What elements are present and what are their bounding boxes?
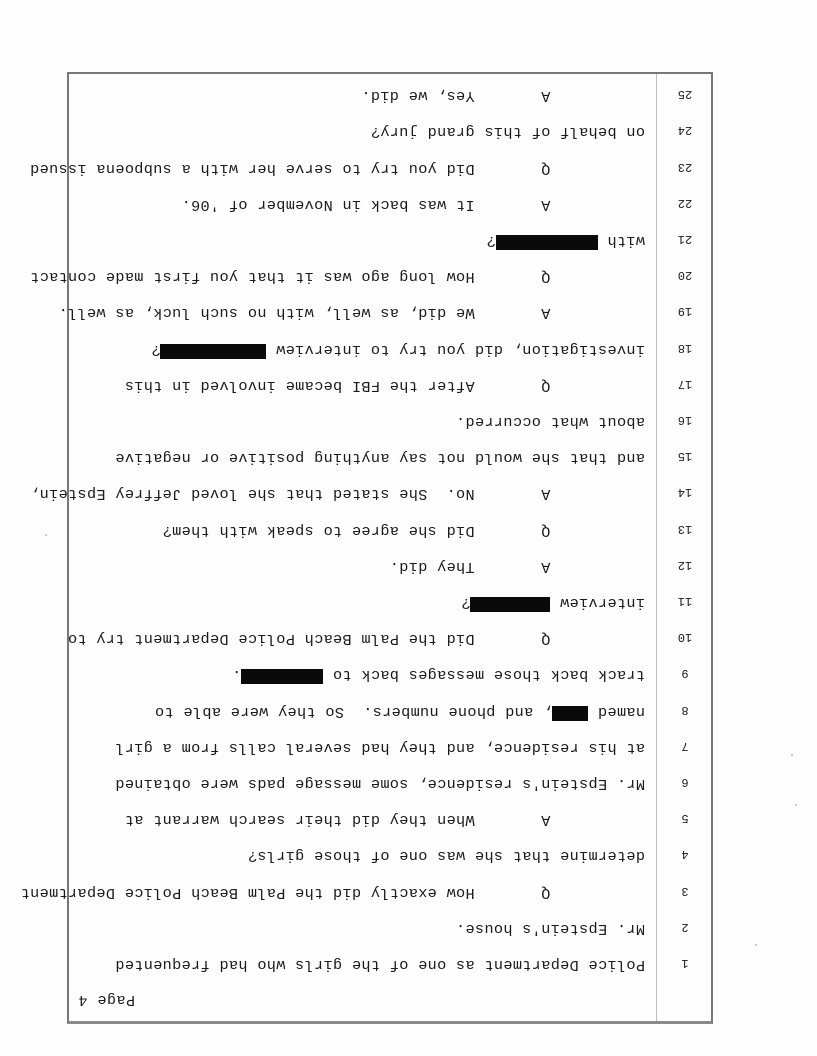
line-number: 3 [681, 883, 689, 898]
line-text: Q Did you try to serve her with a subpoena issued [29, 159, 645, 178]
line-text-before-redaction: with [597, 232, 645, 250]
line-text-before-redaction: investigation, did you try to interview [266, 340, 645, 359]
line-number: 14 [677, 485, 693, 500]
line-text-before-redaction: track back those messages back to [323, 666, 645, 685]
transcript-line [67, 590, 713, 612]
transcript-line [20, 880, 713, 902]
line-text: on behalf of this grand jury? [370, 123, 645, 142]
line-number: 19 [677, 304, 693, 319]
line-number: 17 [677, 376, 693, 391]
line-number: 23 [677, 159, 693, 174]
line-text: A It was back in November of '06. [181, 195, 645, 214]
transcript-line [67, 409, 713, 431]
line-text: Q How long ago was it that you first made contact [29, 268, 645, 287]
transcript-line [67, 626, 713, 648]
line-number: 1 [681, 956, 689, 970]
scan-speck [795, 804, 797, 806]
line-text: Q After the FBI became involved in this [124, 376, 645, 395]
transcript-line [67, 337, 713, 359]
line-text: A They did. [389, 557, 645, 576]
line-number: 10 [677, 630, 693, 645]
line-text: determine that she was one of those girls? [247, 847, 645, 866]
line-text: Police Department as one of the girls who had frequented [115, 956, 645, 974]
line-text: Q Did she agree to speak with them? [162, 521, 645, 540]
line-text [232, 666, 645, 684]
line-number: 9 [681, 666, 689, 681]
line-number: 8 [681, 702, 689, 717]
line-number: 4 [681, 847, 689, 862]
transcript-line [67, 771, 713, 793]
line-text: A We did, as well, with no such luck, as well. [58, 304, 645, 323]
line-text: A When they did their search warrant at [124, 811, 645, 830]
transcript-line [67, 83, 713, 105]
line-number: 18 [677, 340, 693, 355]
line-text: A Yes, we did. [361, 87, 645, 106]
line-number: 7 [681, 738, 689, 753]
transcript-line [67, 916, 713, 938]
line-text-after-redaction: . [231, 666, 242, 685]
line-number: 11 [677, 594, 693, 608]
line-number: 12 [677, 557, 693, 572]
transcript-line [58, 300, 713, 323]
line-text: at his residence, and they had several calls from a girl [115, 738, 645, 757]
transcript-line [29, 481, 713, 504]
line-text-after-redaction: ? [460, 594, 471, 612]
redaction-bar [470, 597, 550, 612]
line-text: A No. She stated that she loved Jeffrey Epstein, [29, 485, 645, 504]
redaction-bar [241, 669, 323, 684]
transcript-line [67, 192, 713, 214]
line-text-before-redaction: named [588, 702, 645, 721]
transcript-line [67, 445, 713, 467]
line-text-after-redaction: ? [486, 232, 496, 250]
line-text: Q Did the Palm Beach Police Department try to [67, 630, 645, 649]
line-text: about what occurred. [455, 413, 645, 431]
transcript-line [67, 699, 713, 721]
scan-speck [791, 754, 793, 756]
line-text [486, 232, 645, 250]
line-text: Mr. Epstein's house. [455, 919, 645, 938]
line-text: Mr. Epstein's residence, some message pads were obtained [115, 775, 645, 793]
line-number: 15 [677, 449, 693, 464]
line-text [461, 594, 645, 612]
transcript-line [67, 228, 713, 250]
line-number: 22 [677, 195, 693, 210]
line-number: 21 [677, 232, 693, 246]
transcript-line [67, 518, 713, 540]
redaction-bar [552, 706, 588, 721]
line-number: 25 [677, 87, 693, 102]
line-number: 24 [677, 123, 693, 138]
transcript-line [67, 119, 713, 141]
line-number: 16 [677, 413, 693, 427]
line-number: 2 [681, 919, 689, 934]
line-text: Q How exactly did the Palm Beach Police Department [20, 883, 645, 902]
line-number: 13 [677, 521, 693, 536]
line-text: and that she would not say anything positive or negative [115, 449, 645, 468]
page-number-label: Page 4 [77, 991, 135, 1008]
transcript-line [67, 843, 713, 865]
transcript-line [67, 735, 713, 757]
redaction-bar [160, 344, 266, 359]
transcript-line [67, 952, 713, 974]
transcript-line [67, 662, 713, 684]
line-text-before-redaction: interview [550, 594, 645, 612]
line-text-after-redaction: , and phone numbers. So they were able to [154, 702, 553, 721]
line-text [155, 703, 645, 721]
line-text-after-redaction: ? [150, 340, 161, 359]
scan-speck [755, 944, 757, 946]
scan-speck [45, 534, 47, 536]
line-number: 20 [677, 268, 693, 283]
redaction-bar [496, 235, 598, 250]
line-number: 5 [681, 811, 689, 826]
line-text [151, 341, 645, 359]
transcript-line [67, 373, 713, 395]
line-number: 6 [681, 775, 689, 789]
transcript-line [29, 264, 713, 287]
transcript-line [67, 807, 713, 829]
transcript-line [29, 156, 713, 178]
transcript-line [67, 554, 713, 576]
